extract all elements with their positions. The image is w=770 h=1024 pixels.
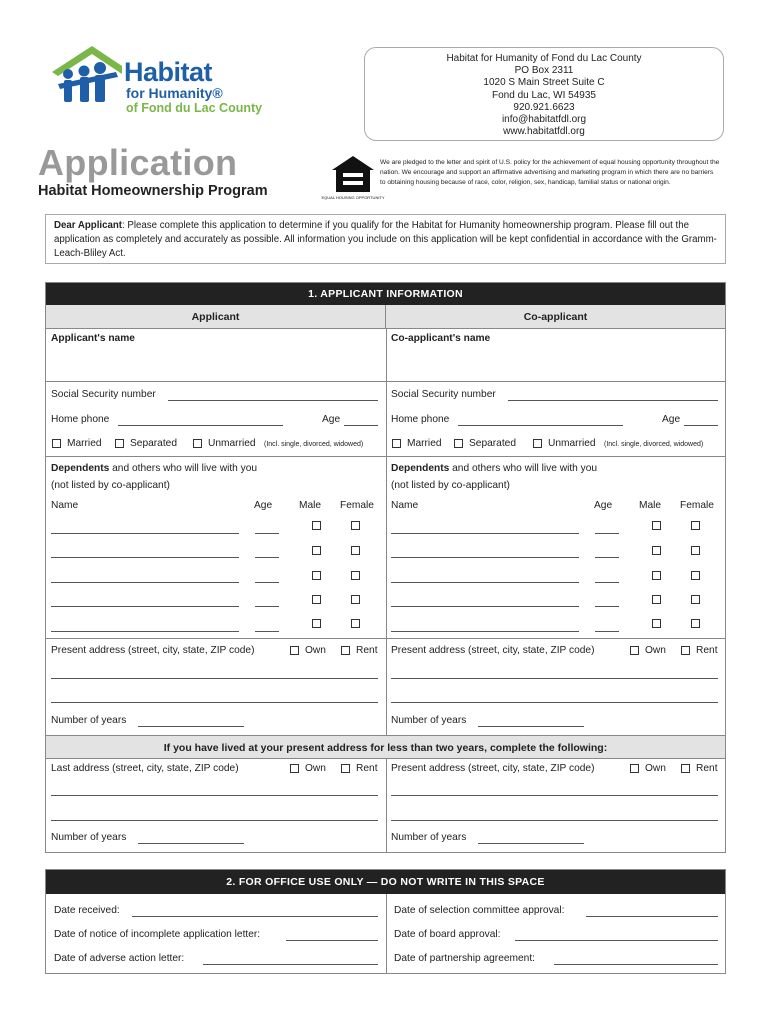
contact-city: Fond du Lac, WI 54935 xyxy=(492,89,596,101)
last-address-line1[interactable] xyxy=(51,795,378,796)
co-not-listed-label: (not listed by co-applicant) xyxy=(391,480,510,491)
dep-age-field[interactable] xyxy=(255,631,279,632)
married-label: Married xyxy=(67,438,102,449)
dep-age-header: Age xyxy=(254,500,273,511)
co-dep-name-field[interactable] xyxy=(391,533,579,534)
section1-title: 1. APPLICANT INFORMATION xyxy=(46,283,725,305)
last-address-line2[interactable] xyxy=(51,820,378,821)
dep-name-field[interactable] xyxy=(51,631,239,632)
rent-checkbox[interactable] xyxy=(341,646,350,655)
co-present-address-line2[interactable] xyxy=(391,702,718,703)
row-divider xyxy=(46,381,725,382)
home-phone-field[interactable] xyxy=(118,425,283,426)
co-dep-age-field[interactable] xyxy=(595,631,619,632)
co-dep-age-field[interactable] xyxy=(595,606,619,607)
dependents-rest: and others who will live with you xyxy=(109,463,258,474)
dep-name-field[interactable] xyxy=(51,582,239,583)
co-dep-male-checkbox[interactable] xyxy=(652,546,661,555)
page-subtitle: Habitat Homeownership Program xyxy=(38,183,268,199)
dep-male-checkbox[interactable] xyxy=(312,546,321,555)
rent-label: Rent xyxy=(356,645,378,656)
logo-habitat: Habitat xyxy=(124,57,213,87)
co-dep-name-field[interactable] xyxy=(391,582,579,583)
co-dep-male-checkbox[interactable] xyxy=(652,595,661,604)
contact-website: www.habitatfdl.org xyxy=(503,126,585,138)
last-rent-checkbox[interactable] xyxy=(341,764,350,773)
dep-name-field[interactable] xyxy=(51,557,239,558)
co-dep-female-header: Female xyxy=(680,500,714,511)
co-separated-checkbox[interactable] xyxy=(454,439,463,448)
two-years-note: If you have lived at your present address for less than two years, complete the following: xyxy=(46,735,725,759)
co-dependents-bold: Dependents xyxy=(391,463,450,474)
not-listed-label: (not listed by co-applicant) xyxy=(51,480,170,491)
dep-name-field[interactable] xyxy=(51,606,239,607)
co-last-address-label: Present address (street, city, state, ZIP code) xyxy=(391,763,595,774)
contact-email: info@habitatfdl.org xyxy=(501,114,587,126)
co-separated-label: Separated xyxy=(469,438,517,449)
co-last-years-field[interactable] xyxy=(478,843,584,844)
dep-age-field[interactable] xyxy=(255,606,279,607)
co-last-address-line1[interactable] xyxy=(391,795,718,796)
co-dep-female-checkbox[interactable] xyxy=(691,546,700,555)
years-label: Number of years xyxy=(51,715,127,726)
co-rent-label: Rent xyxy=(696,645,718,656)
co-home-phone-field[interactable] xyxy=(458,425,623,426)
contact-org: Habitat for Humanity of Fond du Lac County xyxy=(446,53,642,64)
unmarried-note: (Incl. single, divorced, widowed) xyxy=(264,441,364,448)
partnership-agreement-label: Date of partnership agreement: xyxy=(394,953,536,964)
intro-box xyxy=(45,214,726,264)
notice-incomplete-field[interactable] xyxy=(286,940,378,941)
column-divider xyxy=(386,329,387,735)
co-dep-name-field[interactable] xyxy=(391,631,579,632)
contact-box xyxy=(364,47,724,141)
own-checkbox[interactable] xyxy=(290,646,299,655)
co-dep-female-checkbox[interactable] xyxy=(691,521,700,530)
contact-pobox: PO Box 2311 xyxy=(514,65,574,77)
co-dep-age-field[interactable] xyxy=(595,557,619,558)
co-married-checkbox[interactable] xyxy=(392,439,401,448)
co-last-years-label: Number of years xyxy=(391,832,467,843)
dep-female-header: Female xyxy=(340,500,374,511)
board-approval-label: Date of board approval: xyxy=(394,929,501,940)
separated-checkbox[interactable] xyxy=(115,439,124,448)
age-label: Age xyxy=(322,414,341,425)
co-dep-name-header: Name xyxy=(391,500,419,511)
co-ssn-label: Social Security number xyxy=(391,389,496,400)
column-divider-lower xyxy=(386,759,387,852)
dep-female-checkbox[interactable] xyxy=(351,521,360,530)
dependents-bold: Dependents xyxy=(51,463,110,474)
present-address-line2[interactable] xyxy=(51,702,378,703)
co-last-rent-label: Rent xyxy=(696,763,718,774)
board-approval-field[interactable] xyxy=(515,940,718,941)
age-field[interactable] xyxy=(344,425,378,426)
co-unmarried-checkbox[interactable] xyxy=(533,439,542,448)
equal-housing-icon xyxy=(321,154,385,202)
years-field[interactable] xyxy=(138,726,244,727)
co-own-label: Own xyxy=(645,645,666,656)
last-own-label: Own xyxy=(305,763,326,774)
dep-female-checkbox[interactable] xyxy=(351,571,360,580)
co-married-label: Married xyxy=(407,438,442,449)
section2-title: 2. FOR OFFICE USE ONLY — DO NOT WRITE IN THIS SPACE xyxy=(46,870,725,894)
dep-male-checkbox[interactable] xyxy=(312,619,321,628)
dep-female-checkbox[interactable] xyxy=(351,595,360,604)
co-dep-name-field[interactable] xyxy=(391,557,579,558)
co-years-field[interactable] xyxy=(478,726,584,727)
present-address-line1[interactable] xyxy=(51,678,378,679)
dep-age-field[interactable] xyxy=(255,582,279,583)
office-use-section xyxy=(45,869,726,974)
co-unmarried-note: (Incl. single, divorced, widowed) xyxy=(604,441,704,448)
ssn-field[interactable] xyxy=(168,400,378,401)
coapplicant-name-label: Co-applicant's name xyxy=(391,333,491,344)
partnership-agreement-field[interactable] xyxy=(554,964,718,965)
co-dep-age-field[interactable] xyxy=(595,533,619,534)
dependents-label xyxy=(51,463,257,474)
co-dep-male-checkbox[interactable] xyxy=(652,619,661,628)
co-own-checkbox[interactable] xyxy=(630,646,639,655)
logo-county: of Fond du Lac County xyxy=(126,101,263,115)
own-label: Own xyxy=(305,645,326,656)
section2-divider xyxy=(386,894,387,973)
logo-for-humanity: for Humanity® xyxy=(126,85,223,101)
co-age-field[interactable] xyxy=(684,425,718,426)
co-ssn-field[interactable] xyxy=(508,400,718,401)
dep-age-field[interactable] xyxy=(255,557,279,558)
last-address-label: Last address (street, city, state, ZIP code) xyxy=(51,763,239,774)
co-dep-male-checkbox[interactable] xyxy=(652,521,661,530)
co-dep-name-field[interactable] xyxy=(391,606,579,607)
date-received-field[interactable] xyxy=(132,916,378,917)
present-address-label: Present address (street, city, state, ZIP code) xyxy=(51,645,255,656)
dep-female-checkbox[interactable] xyxy=(351,546,360,555)
date-received-label: Date received: xyxy=(54,905,120,916)
co-dependents-rest: and others who will live with you xyxy=(449,463,598,474)
co-dep-age-header: Age xyxy=(594,500,613,511)
co-dep-female-checkbox[interactable] xyxy=(691,595,700,604)
eho-statement: We are pledged to the letter and spirit of U.S. policy for the achievement of equal housing opportunity throughout the nation. We encourage and support an affirmative advertising and marketing program in which there are no barriers to obtaining housing because of race, color, religion, sex, handicap, familial status or national origin. xyxy=(380,159,720,187)
co-dep-age-field[interactable] xyxy=(595,582,619,583)
dep-age-field[interactable] xyxy=(255,533,279,534)
eho-icon-label: EQUAL HOUSING OPPORTUNITY xyxy=(321,195,385,200)
unmarried-label: Unmarried xyxy=(208,438,256,449)
col-applicant-header: Applicant xyxy=(46,305,386,329)
dep-name-header: Name xyxy=(51,500,79,511)
co-home-phone-label: Home phone xyxy=(391,414,450,425)
co-rent-checkbox[interactable] xyxy=(681,646,690,655)
co-unmarried-label: Unmarried xyxy=(548,438,596,449)
co-last-own-checkbox[interactable] xyxy=(630,764,639,773)
dep-male-checkbox[interactable] xyxy=(312,521,321,530)
applicant-name-label: Applicant's name xyxy=(51,333,135,344)
selection-approval-label: Date of selection committee approval: xyxy=(394,905,565,916)
co-dep-female-checkbox[interactable] xyxy=(691,571,700,580)
dep-name-field[interactable] xyxy=(51,533,239,534)
adverse-action-field[interactable] xyxy=(203,964,378,965)
co-dep-male-checkbox[interactable] xyxy=(652,571,661,580)
co-present-address-label: Present address (street, city, state, ZIP code) xyxy=(391,645,595,656)
col-coapplicant-header: Co-applicant xyxy=(386,305,725,329)
applicant-information-section xyxy=(45,282,726,853)
dep-male-checkbox[interactable] xyxy=(312,595,321,604)
co-present-address-line1[interactable] xyxy=(391,678,718,679)
last-rent-label: Rent xyxy=(356,763,378,774)
dep-male-checkbox[interactable] xyxy=(312,571,321,580)
co-dep-male-header: Male xyxy=(639,500,662,511)
unmarried-checkbox[interactable] xyxy=(193,439,202,448)
last-years-label: Number of years xyxy=(51,832,127,843)
row-divider xyxy=(46,456,725,457)
last-own-checkbox[interactable] xyxy=(290,764,299,773)
adverse-action-label: Date of adverse action letter: xyxy=(54,953,185,964)
co-dep-female-checkbox[interactable] xyxy=(691,619,700,628)
ssn-label: Social Security number xyxy=(51,389,156,400)
dep-female-checkbox[interactable] xyxy=(351,619,360,628)
co-age-label: Age xyxy=(662,414,681,425)
separated-label: Separated xyxy=(130,438,178,449)
co-last-own-label: Own xyxy=(645,763,666,774)
intro-text: : Please complete this application to determine if you qualify for the Habitat for Humanity homeownership program. Please fill out the application as completely and accurately as possible. All information you include on this application will be kept confidential in accordance with the Gramm-Leach-Bliley Act. xyxy=(54,220,717,259)
selection-approval-field[interactable] xyxy=(586,916,718,917)
home-phone-label: Home phone xyxy=(51,414,110,425)
co-years-label: Number of years xyxy=(391,715,467,726)
co-last-rent-checkbox[interactable] xyxy=(681,764,690,773)
contact-street: 1020 S Main Street Suite C xyxy=(483,77,605,89)
page-title: Application xyxy=(38,142,238,183)
contact-phone: 920.921.6623 xyxy=(513,101,575,113)
last-years-field[interactable] xyxy=(138,843,244,844)
logo-wordmark xyxy=(124,58,262,115)
intro-lead: Dear Applicant xyxy=(54,220,123,231)
dep-male-header: Male xyxy=(299,500,322,511)
notice-incomplete-label: Date of notice of incomplete application letter: xyxy=(54,929,261,940)
co-last-address-line2[interactable] xyxy=(391,820,718,821)
row-divider xyxy=(46,638,725,639)
co-dependents-label xyxy=(391,463,597,474)
married-checkbox[interactable] xyxy=(52,439,61,448)
